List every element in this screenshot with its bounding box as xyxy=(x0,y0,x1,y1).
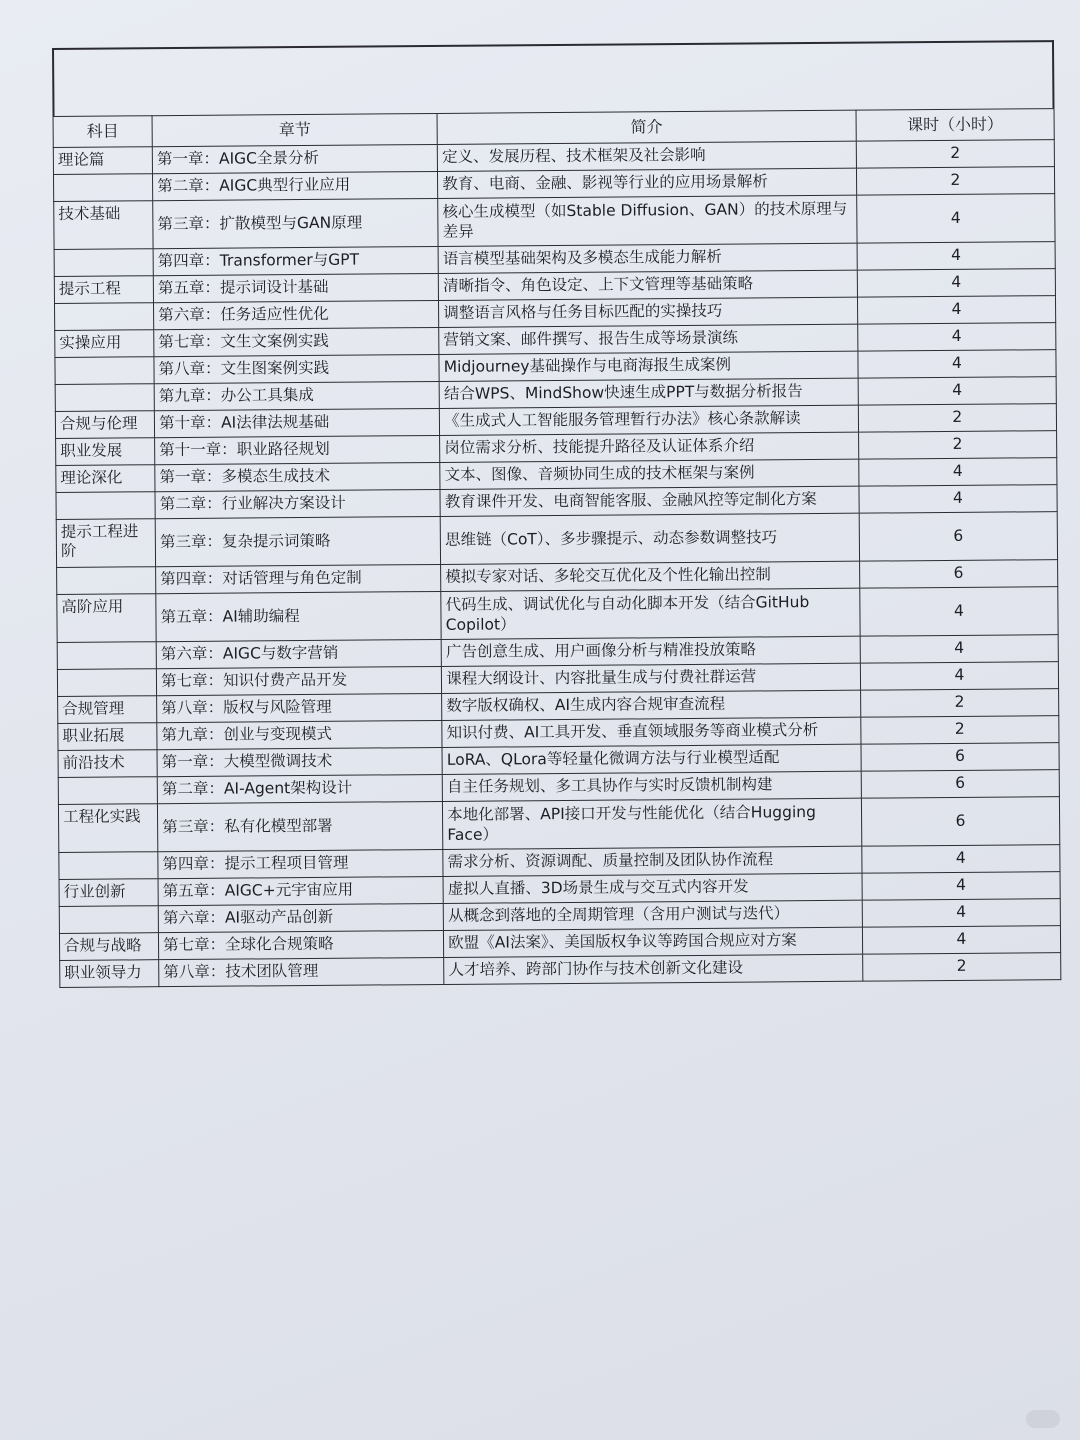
chapter-cell: 第二章：行业解决方案设计 xyxy=(155,489,440,518)
subject-cell xyxy=(57,642,156,670)
hours-cell: 4 xyxy=(860,587,1059,637)
intro-cell: 从概念到落地的全周期管理（含用户测试与迭代） xyxy=(443,900,862,930)
chapter-cell: 第五章：提示词设计基础 xyxy=(153,273,438,302)
intro-cell: 需求分析、资源调配、质量控制及团队协作流程 xyxy=(443,846,862,876)
intro-cell: 模拟专家对话、多轮交互优化及个性化输出控制 xyxy=(441,561,860,591)
intro-cell: 文本、图像、音频协同生成的技术框架与案例 xyxy=(440,459,859,489)
hours-cell: 4 xyxy=(862,845,1060,874)
subject-cell xyxy=(53,174,152,202)
chapter-cell: 第一章：AIGC全景分析 xyxy=(152,144,437,173)
intro-cell: 虚拟人直播、3D场景生成与交互式内容开发 xyxy=(443,873,862,903)
intro-cell: 定义、发展历程、技术框架及社会影响 xyxy=(437,141,856,171)
subject-cell xyxy=(59,852,158,880)
hours-cell: 4 xyxy=(859,458,1057,487)
subject-cell: 提示工程进阶 xyxy=(56,519,155,568)
intro-cell: 岗位需求分析、技能提升路径及认证体系介绍 xyxy=(440,432,859,462)
hours-cell: 4 xyxy=(862,899,1060,928)
header-chapter: 章节 xyxy=(152,113,437,146)
hours-cell: 4 xyxy=(862,926,1060,955)
hours-cell: 4 xyxy=(862,872,1060,901)
hours-cell: 6 xyxy=(861,797,1060,847)
chapter-cell: 第三章：扩散模型与GAN原理 xyxy=(153,198,438,248)
chapter-cell: 第二章：AI-Agent架构设计 xyxy=(157,774,442,803)
subject-cell: 高阶应用 xyxy=(57,594,156,643)
subject-cell xyxy=(59,906,158,934)
blank-title-area xyxy=(52,40,1055,116)
subject-cell xyxy=(57,669,156,697)
hours-cell: 4 xyxy=(860,662,1058,691)
subject-cell: 职业拓展 xyxy=(58,723,157,751)
intro-cell: 知识付费、AI工具开发、垂直领域服务等商业模式分析 xyxy=(442,717,861,747)
intro-cell: 广告创意生成、用户画像分析与精准投放策略 xyxy=(441,636,860,666)
hours-cell: 4 xyxy=(860,635,1058,664)
subject-cell: 合规管理 xyxy=(58,696,157,724)
intro-cell: 教育、电商、金融、影视等行业的应用场景解析 xyxy=(438,168,857,198)
subject-cell: 提示工程 xyxy=(54,276,153,304)
chapter-cell: 第八章：版权与风险管理 xyxy=(157,693,442,722)
chapter-cell: 第七章：文生文案例实践 xyxy=(154,327,439,356)
subject-cell: 行业创新 xyxy=(59,879,158,907)
chapter-cell: 第三章：复杂提示词策略 xyxy=(155,516,440,566)
intro-cell: 结合WPS、MindShow快速生成PPT与数据分析报告 xyxy=(439,378,858,408)
hours-cell: 2 xyxy=(858,404,1056,433)
chapter-cell: 第一章：大模型微调技术 xyxy=(157,747,442,776)
hours-cell: 4 xyxy=(858,350,1056,379)
subject-cell: 实操应用 xyxy=(55,330,154,358)
table-row xyxy=(54,194,1055,250)
subject-cell: 职业领导力 xyxy=(60,960,159,988)
intro-cell: 营销文案、邮件撰写、报告生成等场景演练 xyxy=(439,324,858,354)
hours-cell: 6 xyxy=(861,743,1059,772)
intro-cell: 《生成式人工智能服务管理暂行办法》核心条款解读 xyxy=(440,405,859,435)
course-table xyxy=(53,108,1062,988)
chapter-cell: 第八章：技术团队管理 xyxy=(159,957,444,986)
table-row xyxy=(58,797,1059,853)
intro-cell: 教育课件开发、电商智能客服、金融风控等定制化方案 xyxy=(440,486,859,516)
hours-cell: 6 xyxy=(861,770,1059,799)
hours-cell: 2 xyxy=(862,953,1060,982)
subject-cell: 技术基础 xyxy=(54,201,153,250)
chapter-cell: 第九章：创业与变现模式 xyxy=(157,720,442,749)
intro-cell: 本地化部署、API接口开发与性能优化（结合Hugging Face） xyxy=(443,798,862,849)
corner-smudge xyxy=(1026,1410,1060,1428)
chapter-cell: 第四章：对话管理与角色定制 xyxy=(156,564,441,593)
chapter-cell: 第六章：AI驱动产品创新 xyxy=(158,903,443,932)
chapter-cell: 第七章：全球化合规策略 xyxy=(159,930,444,959)
intro-cell: Midjourney基础操作与电商海报生成案例 xyxy=(439,351,858,381)
subject-cell: 前沿技术 xyxy=(58,750,157,778)
intro-cell: 调整语言风格与任务目标匹配的实操技巧 xyxy=(439,297,858,327)
chapter-cell: 第五章：AIGC+元宇宙应用 xyxy=(158,876,443,905)
subject-cell xyxy=(55,303,154,331)
subject-cell: 合规与战略 xyxy=(59,933,158,961)
hours-cell: 4 xyxy=(857,242,1055,271)
chapter-cell: 第二章：AIGC典型行业应用 xyxy=(153,171,438,200)
hours-cell: 2 xyxy=(858,431,1056,460)
intro-cell: 核心生成模型（如Stable Diffusion、GAN）的技术原理与差异 xyxy=(438,195,857,246)
chapter-cell: 第四章：提示工程项目管理 xyxy=(158,849,443,878)
chapter-cell: 第八章：文生图案例实践 xyxy=(154,354,439,383)
hours-cell: 2 xyxy=(856,167,1054,196)
intro-cell: 欧盟《AI法案》、美国版权争议等跨国合规应对方案 xyxy=(444,927,863,957)
header-hours: 课时（小时） xyxy=(856,109,1054,142)
chapter-cell: 第四章：Transformer与GPT xyxy=(153,246,438,275)
subject-cell: 工程化实践 xyxy=(58,804,157,853)
header-intro: 简介 xyxy=(437,110,856,144)
hours-cell: 6 xyxy=(859,512,1058,562)
subject-cell xyxy=(57,567,156,595)
hours-cell: 6 xyxy=(859,560,1057,589)
table-row xyxy=(57,587,1058,643)
subject-cell: 职业发展 xyxy=(56,438,155,466)
subject-cell xyxy=(54,249,153,277)
chapter-cell: 第六章：AIGC与数字营销 xyxy=(156,639,441,668)
intro-cell: 清晰指令、角色设定、上下文管理等基础策略 xyxy=(438,270,857,300)
chapter-cell: 第九章：办公工具集成 xyxy=(154,381,439,410)
hours-cell: 4 xyxy=(857,269,1055,298)
intro-cell: 人才培养、跨部门协作与技术创新文化建设 xyxy=(444,954,863,984)
table-row xyxy=(56,512,1057,568)
chapter-cell: 第七章：知识付费产品开发 xyxy=(156,666,441,695)
intro-cell: 代码生成、调试优化与自动化脚本开发（结合GitHub Copilot） xyxy=(441,588,860,639)
hours-cell: 2 xyxy=(856,140,1054,169)
intro-cell: 数字版权确权、AI生成内容合规审查流程 xyxy=(442,690,861,720)
hours-cell: 4 xyxy=(857,323,1055,352)
subject-cell: 理论深化 xyxy=(56,465,155,493)
subject-cell xyxy=(55,384,154,412)
hours-cell: 2 xyxy=(861,716,1059,745)
hours-cell: 2 xyxy=(860,689,1058,718)
subject-cell xyxy=(58,777,157,805)
subject-cell xyxy=(56,492,155,520)
chapter-cell: 第五章：AI辅助编程 xyxy=(156,591,441,641)
hours-cell: 4 xyxy=(856,194,1055,244)
hours-cell: 4 xyxy=(859,485,1057,514)
intro-cell: 课程大纲设计、内容批量生成与付费社群运营 xyxy=(442,663,861,693)
chapter-cell: 第六章：任务适应性优化 xyxy=(154,300,439,329)
subject-cell xyxy=(55,357,154,385)
hours-cell: 4 xyxy=(857,296,1055,325)
subject-cell: 合规与伦理 xyxy=(55,411,154,439)
header-subject: 科目 xyxy=(53,116,152,148)
intro-cell: 思维链（CoT）、多步骤提示、动态参数调整技巧 xyxy=(440,513,859,564)
chapter-cell: 第十章：AI法律法规基础 xyxy=(154,408,439,437)
hours-cell: 4 xyxy=(858,377,1056,406)
intro-cell: 自主任务规划、多工具协作与实时反馈机制构建 xyxy=(442,771,861,801)
chapter-cell: 第十一章：职业路径规划 xyxy=(155,435,440,464)
chapter-cell: 第一章：多模态生成技术 xyxy=(155,462,440,491)
chapter-cell: 第三章：私有化模型部署 xyxy=(158,801,443,851)
intro-cell: 语言模型基础架构及多模态生成能力解析 xyxy=(438,243,857,273)
subject-cell: 理论篇 xyxy=(53,147,152,175)
course-document xyxy=(52,40,1061,988)
intro-cell: LoRA、QLora等轻量化微调方法与行业模型适配 xyxy=(442,744,861,774)
